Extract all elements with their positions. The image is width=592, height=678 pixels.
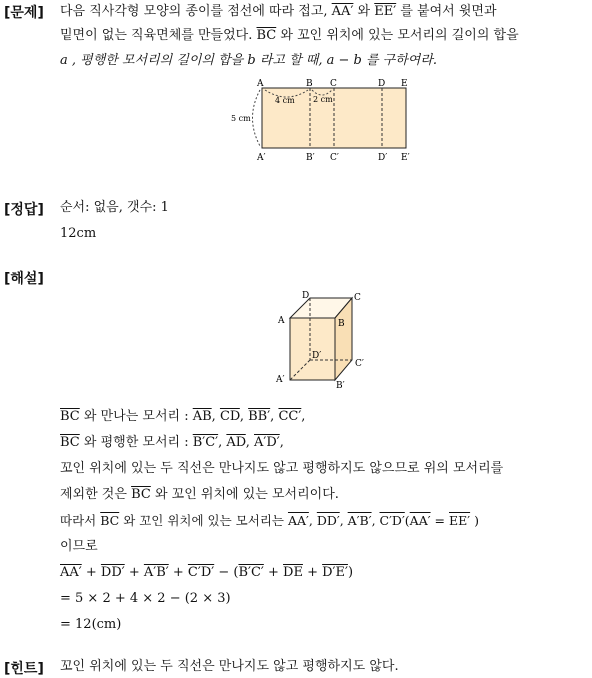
segment-label: B′C′ <box>238 565 264 580</box>
problem-text: 를 붙여서 윗면과 <box>400 4 497 19</box>
problem-text: 다음 직사각형 모양의 종이를 점선에 따라 접고, <box>60 4 328 19</box>
cube-label-b: B <box>338 319 345 329</box>
segment-label: DD′ <box>316 513 340 528</box>
segment-label: DD′ <box>100 565 125 580</box>
segment-label: BB′ <box>248 409 271 424</box>
segment-label: AA′ <box>331 4 354 19</box>
cube-label-b-prime: B′ <box>336 381 345 391</box>
cuboid-front-face <box>290 318 335 380</box>
vertex-label-d: D <box>378 79 386 89</box>
segment-label: $\overline{BC}$ <box>60 435 80 450</box>
segment-label: A′B′ <box>347 513 372 528</box>
vertex-label-b-prime: B′ <box>306 153 315 163</box>
problem-line-3: a , 평행한 모서리의 길이의 합을 b 라고 할 때, a − b 를 구하여라. <box>60 53 438 68</box>
problem-text: 와 꼬인 위치에 있는 모서리의 길이의 합을 <box>280 28 519 43</box>
segment-label: $\overline{AB}$ <box>192 409 212 424</box>
explanation-text: ) <box>470 513 479 528</box>
segment-label: D′E′ <box>322 565 348 580</box>
dim-label-4: 4 cm <box>275 96 295 105</box>
segment-label: C′D′ <box>187 565 215 580</box>
vertex-label-e: E <box>401 79 408 89</box>
explanation-line-9: = 12(cm) <box>60 617 122 632</box>
vertex-label-b: B <box>306 79 313 89</box>
cube-label-a-prime: A′ <box>276 375 285 385</box>
vertex-label-d-prime: D′ <box>378 153 388 163</box>
segment-label: $\overline{BC}$ <box>60 409 80 424</box>
explanation-line-8: = 5 × 2 + 4 × 2 − (2 × 3) <box>60 591 231 606</box>
segment-label: $\overline{CD}$ <box>219 409 240 424</box>
answer-tag: [정답] <box>4 202 44 218</box>
hint-tag: [힌트] <box>4 661 44 677</box>
problem-tag: [문제] <box>4 5 44 21</box>
answer-line-1: 순서: 없음, 갯수: 1 <box>60 200 169 215</box>
explanation-line-1: $\overline{BC}$ 와 만나는 모서리 : $\overline{AB}$, $\overline{CD}$, BB′, CC′, <box>60 409 306 424</box>
hint-text: 꼬인 위치에 있는 두 직선은 만나지도 않고 평행하지도 않다. <box>60 659 399 674</box>
segment-label: A′D′ <box>254 435 280 450</box>
cube-label-d-prime: D′ <box>312 351 322 361</box>
explanation-text: 와 꼬인 위치에 있는 모서리는 <box>123 513 284 528</box>
cube-label-a: A <box>278 316 285 326</box>
segment-label: A′B′ <box>143 565 169 580</box>
explanation-tag: [해설] <box>4 271 44 287</box>
vertex-label-c-prime: C′ <box>330 153 339 163</box>
explanation-text: 제외한 것은 <box>60 487 127 502</box>
unfolded-rectangle-figure <box>225 76 425 166</box>
segment-label: EE′ <box>449 513 471 528</box>
vertex-label-a: A <box>257 79 264 89</box>
explanation-line-3: 꼬인 위치에 있는 두 직선은 만나지도 않고 평행하지도 않으므로 위의 모서리를 <box>60 461 504 476</box>
segment-label: $\overline{BC}$ <box>131 487 151 502</box>
cube-label-c-prime: C′ <box>355 359 364 369</box>
cuboid-figure <box>270 288 380 398</box>
vertex-label-e-prime: E′ <box>401 153 410 163</box>
problem-text: 와 <box>357 4 371 19</box>
vertex-label-c: C <box>330 79 337 89</box>
segment-label: $\overline{BC}$ <box>100 513 120 528</box>
segment-label: C′D′ <box>379 513 405 528</box>
explanation-text: 와 만나는 모서리 : <box>83 409 189 424</box>
explanation-line-2: $\overline{BC}$ 와 평행한 모서리 : B′C′, $\overline{AD}$, A′D′, <box>60 435 284 450</box>
segment-label: CC′ <box>278 409 302 424</box>
vertex-label-a-prime: A′ <box>257 153 266 163</box>
answer-line-2: 12cm <box>60 226 97 241</box>
explanation-line-4 <box>60 486 339 504</box>
dim-label-5: 5 cm <box>231 114 251 123</box>
explanation-text: = <box>430 513 449 528</box>
segment-label: $\overline{DE}$ <box>283 565 303 580</box>
explanation-text: ( <box>404 513 410 528</box>
dim-arc-5 <box>253 90 261 146</box>
segment-label: $\overline{BC}$ <box>256 28 277 43</box>
problem-line-2 <box>60 27 519 45</box>
problem-line-1 <box>60 3 497 21</box>
cube-label-c: C <box>354 293 361 303</box>
explanation-line-5: 따라서 $\overline{BC}$ 와 꼬인 위치에 있는 모서리는 AA′, DD′, A′B′, C′D′(AA′ = EE′ ) <box>60 513 479 528</box>
explanation-text: 와 평행한 모서리 : <box>83 435 189 450</box>
explanation-line-7: $AA' + DD' + A'B' + C'D' - (B'C' + \overline{DE} + D'E')$ <box>60 565 354 580</box>
segment-label: AA′ <box>409 513 431 528</box>
segment-label: EE′ <box>374 4 397 19</box>
explanation-text: 따라서 <box>60 513 97 528</box>
cube-label-d: D <box>302 291 310 301</box>
problem-text: 밑면이 없는 직육면체를 만들었다. <box>60 28 253 43</box>
explanation-text: 와 꼬인 위치에 있는 모서리이다. <box>154 487 339 502</box>
explanation-line-6: 이므로 <box>60 539 98 554</box>
segment-label: B′C′ <box>192 435 219 450</box>
segment-label: $\overline{AD}$ <box>226 435 246 450</box>
dim-label-2: 2 cm <box>313 95 333 104</box>
segment-label: AA′ <box>60 565 82 580</box>
segment-label: AA′ <box>287 513 309 528</box>
